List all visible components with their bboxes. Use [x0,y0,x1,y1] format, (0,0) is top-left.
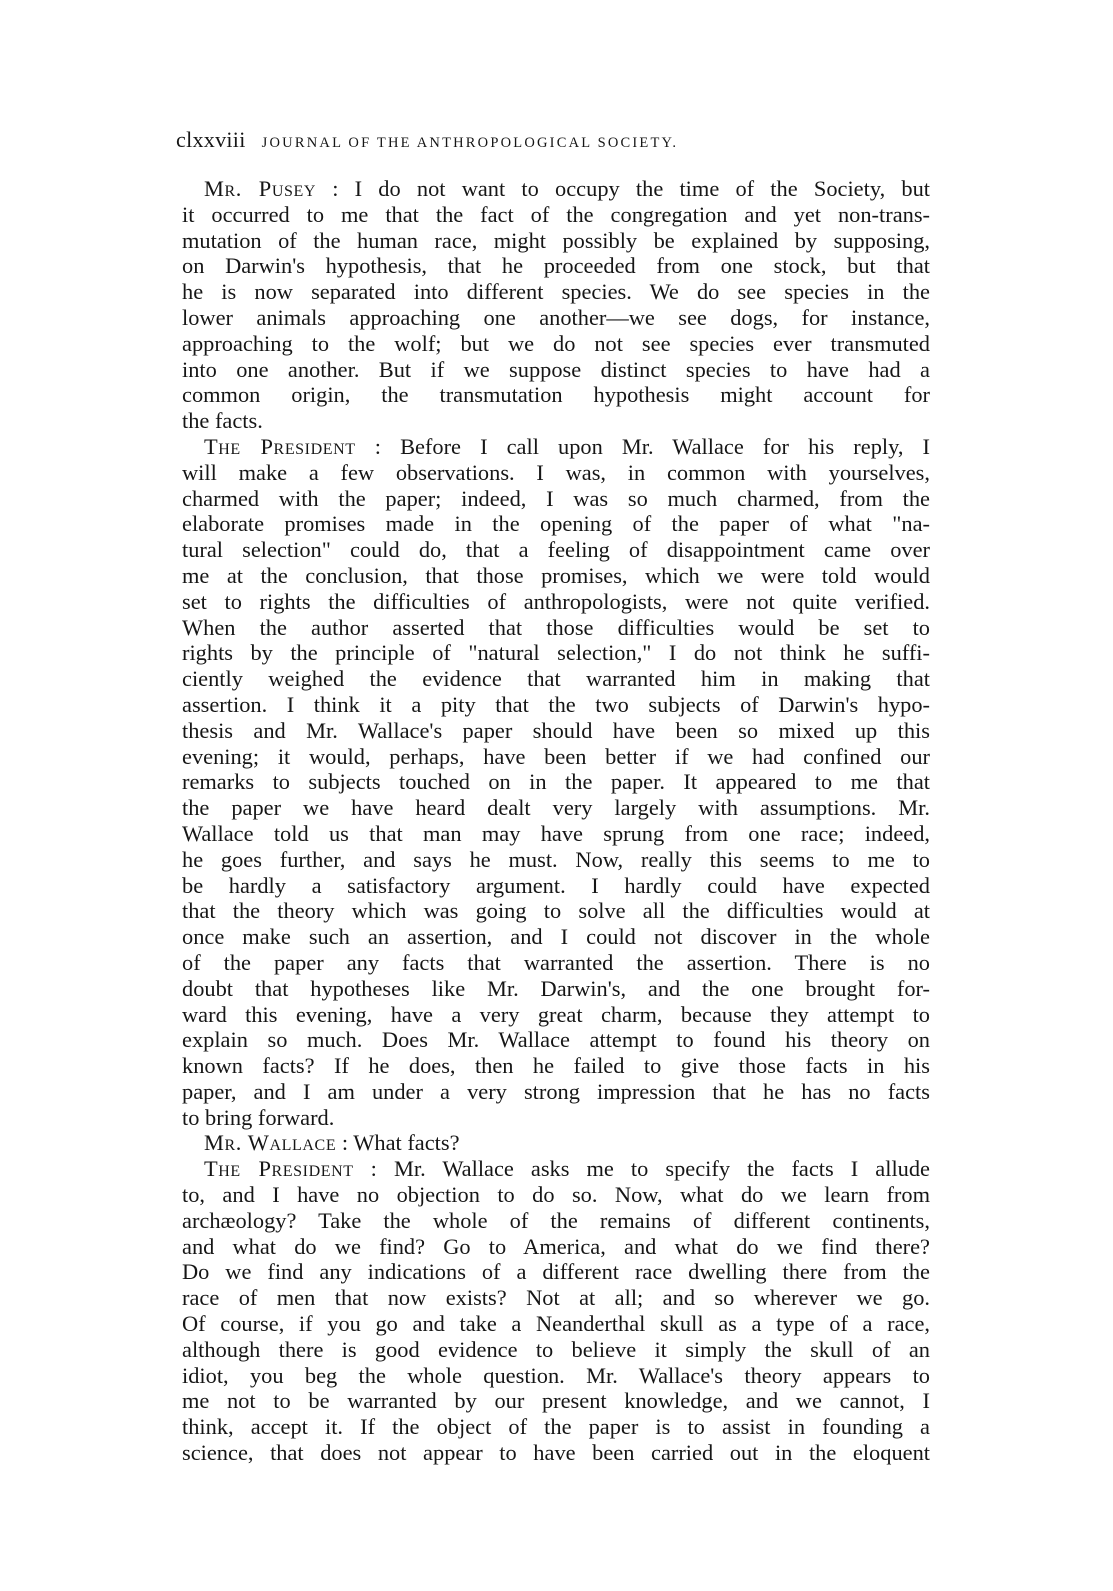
text-line: the paper we have heard dealt very largely with assumptions. Mr. [182,795,930,821]
text-line: to, and I have no objection to do so. Now, what do we learn from [182,1182,930,1208]
text-line: think, accept it. If the object of the paper is to assist in founding a [182,1414,930,1440]
speaker-name: Mr. Wallace [204,1130,337,1156]
paragraph-pusey [182,176,930,434]
text-line: archæology? Take the whole of the remains of different continents, [182,1207,930,1233]
text-line: will make a few observations. I was, in common with yourselves, [182,459,930,485]
text-line: Do we find any indications of a different race dwelling there from the [182,1259,930,1285]
text-line: me at the conclusion, that those promises, which we were told would [182,562,930,588]
text-line: me not to be warranted by our present knowledge, and we cannot, I [182,1388,930,1414]
text-line: mutation of the human race, might possibly be explained by supposing, [182,227,930,253]
paragraph-president-1 [182,434,930,1131]
text-line: set to rights the difficulties of anthropologists, were not quite verified. [182,588,930,614]
text-line: it occurred to me that the fact of the congregation and yet non-trans- [182,201,930,227]
speaker-name: The President [204,1156,354,1182]
text-line: thesis and Mr. Wallace's paper should have been so mixed up this [182,717,930,743]
text-line: explain so much. Does Mr. Wallace attempt to found his theory on [182,1027,930,1053]
text-line: charmed with the paper; indeed, I was so much charmed, from the [182,485,930,511]
page-number: clxxviii [176,127,246,152]
text-line: to bring forward. [182,1104,335,1130]
line-text: What facts? [353,1130,460,1156]
text-line: assertion. I think it a pity that the two subjects of Darwin's hypo- [182,691,930,717]
text-line: known facts? If he does, then he failed to give those facts in his [182,1053,930,1079]
text-line: When the author asserted that those difficulties would be set to [182,614,930,640]
text-line [182,176,930,202]
text-line: ward this evening, have a very great charm, because they attempt to [182,1001,930,1027]
speaker-separator: : [355,433,401,459]
running-head [176,128,936,155]
text-line: he is now separated into different species. We do see species in the [182,279,930,305]
text-line: he goes further, and says he must. Now, really this seems to me to [182,846,930,872]
text-line: remarks to subjects touched on in the paper. It appeared to me that [182,769,930,795]
text-line: the facts. [182,408,263,434]
text-line [182,1130,930,1156]
text-line: common origin, the transmutation hypothesis might account for [182,382,930,408]
speaker-name: The President [204,433,356,459]
text-line: tural selection" could do, that a feeling of disappointment came over [182,537,930,563]
text-line: rights by the principle of "natural selection," I do not think he suffi- [182,640,930,666]
paragraph-wallace [182,1130,930,1156]
text-line: of the paper any facts that warranted the assertion. There is no [182,949,930,975]
text-line: idiot, you beg the whole question. Mr. Wallace's theory appears to [182,1362,930,1388]
text-line: science, that does not appear to have been carried out in the eloquent [182,1440,930,1466]
line-text: Before I call upon Mr. Wallace for his reply, I [400,433,930,459]
text-line: into one another. But if we suppose distinct species to have had a [182,356,930,382]
text-line: and what do we find? Go to America, and what do we find there? [182,1233,930,1259]
text-line: Of course, if you go and take a Neanderthal skull as a type of a race, [182,1311,930,1337]
text-line: lower animals approaching one another—we see dogs, for instance, [182,304,930,330]
text-line: Wallace told us that man may have sprung from one race; indeed, [182,820,930,846]
text-line: be hardly a satisfactory argument. I hardly could have expected [182,872,930,898]
speaker-separator: : [336,1130,354,1156]
text-line: elaborate promises made in the opening of the paper of what "na- [182,511,930,537]
speaker-name: Mr. Pusey [204,176,317,201]
text-line: paper, and I am under a very strong impression that he has no facts [182,1078,930,1104]
text-line: although there is good evidence to believe it simply the skull of an [182,1336,930,1362]
text-line: approaching to the wolf; but we do not see species ever transmuted [182,330,930,356]
speaker-separator: : [353,1156,394,1182]
text-line [182,434,930,460]
text-line: evening; it would, perhaps, have been better if we had confined our [182,743,930,769]
text-line [182,1156,930,1182]
line-text: I do not want to occupy the time of the Society, but [354,176,930,201]
journal-title: JOURNAL OF THE ANTHROPOLOGICAL SOCIETY. [261,135,679,151]
text-line: race of men that now exists? Not at all; and so wherever we go. [182,1285,930,1311]
paragraph-president-2 [182,1156,930,1466]
text-line: once make such an assertion, and I could not discover in the whole [182,924,930,950]
text-line: doubt that hypotheses like Mr. Darwin's, and the one brought for- [182,975,930,1001]
line-text: Mr. Wallace asks me to specify the facts I allude [393,1156,930,1182]
text-line: that the theory which was going to solve all the difficulties would at [182,898,930,924]
text-line: ciently weighed the evidence that warranted him in making that [182,666,930,692]
text-line: on Darwin's hypothesis, that he proceeded from one stock, but that [182,253,930,279]
body-text [182,176,930,1466]
speaker-separator: : [316,176,355,201]
